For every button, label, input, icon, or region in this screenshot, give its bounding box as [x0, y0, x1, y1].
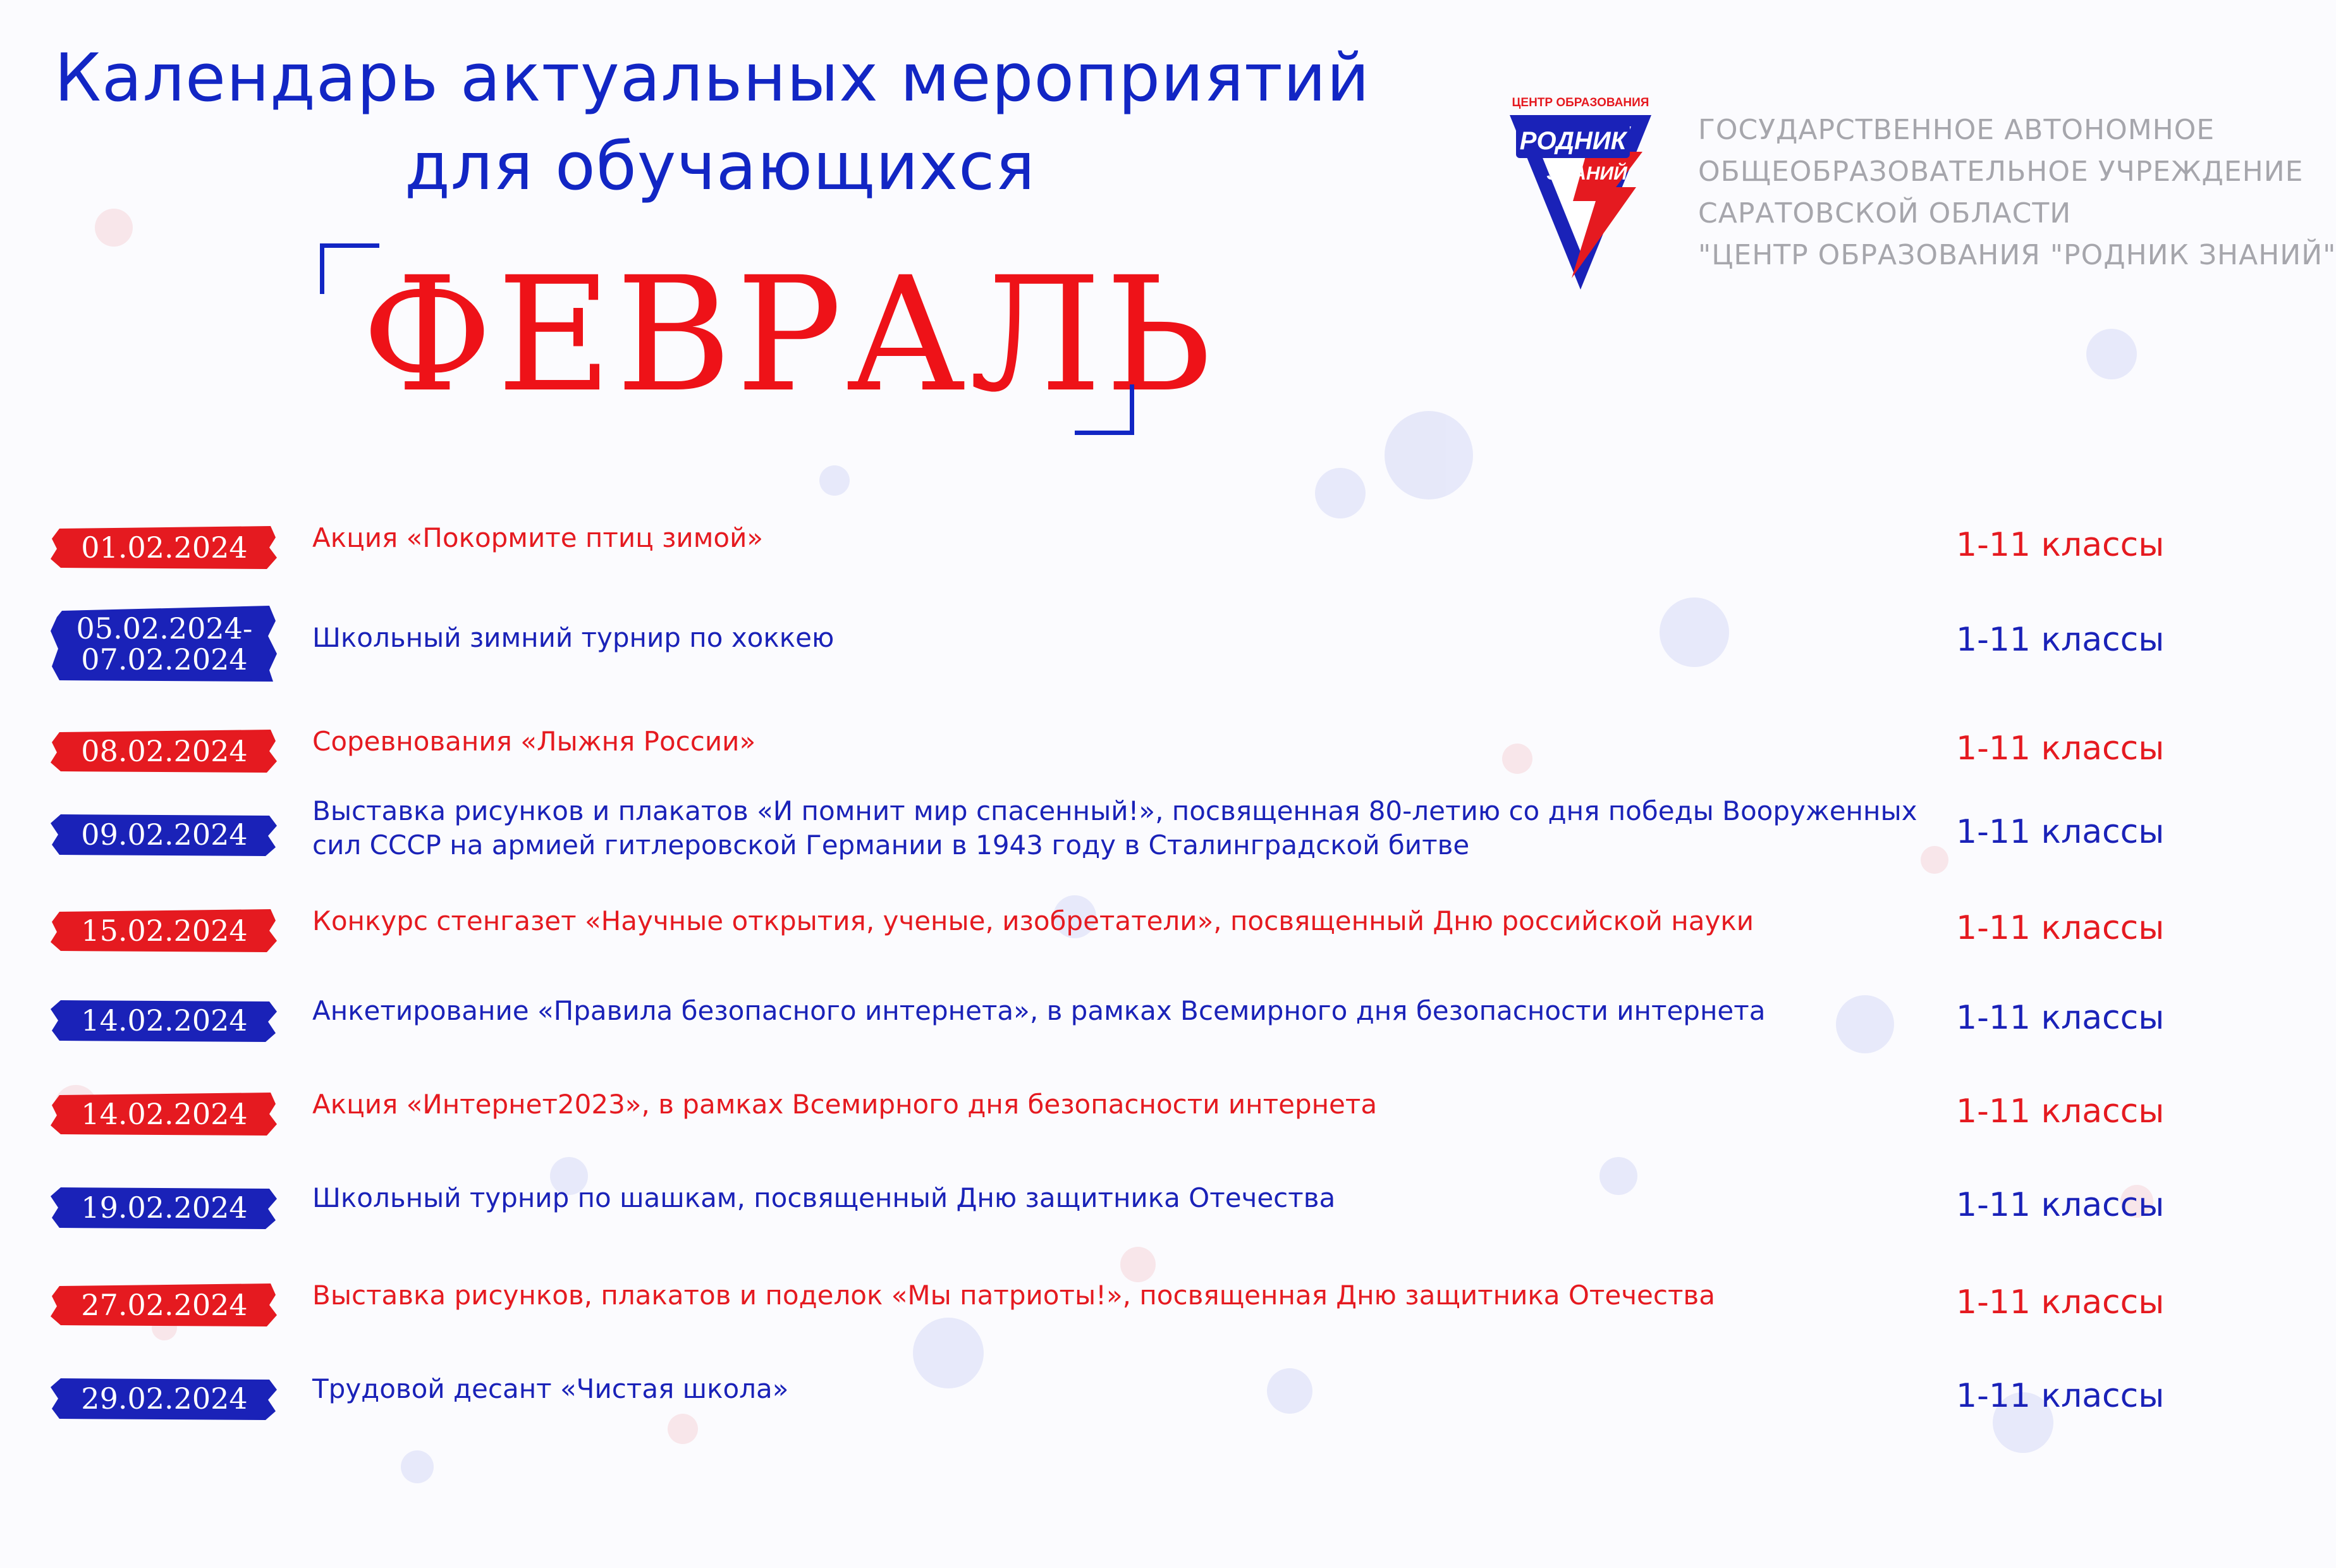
event-grades: 1-11 классы	[1956, 730, 2165, 768]
event-date: 01.02.2024	[81, 530, 248, 565]
page-title-line-1: Календарь актуальных мероприятий	[54, 39, 1370, 116]
event-date: 08.02.2024	[81, 733, 248, 768]
date-badge	[51, 727, 278, 775]
event-date: 14.02.2024	[81, 1003, 248, 1038]
page-title-line-2: для обучающихся	[405, 128, 1036, 205]
event-grades: 1-11 классы	[1956, 621, 2165, 659]
organization-line-4: "ЦЕНТР ОБРАЗОВАНИЯ "РОДНИК ЗНАНИЙ"	[1698, 239, 2336, 271]
date-badge	[51, 1090, 278, 1138]
event-title: Анкетирование «Правила безопасного интернета», в рамках Всемирного дня безопасности интернета	[312, 995, 1766, 1026]
event-date: 27.02.2024	[81, 1287, 248, 1322]
event-title: Школьный турнир по шашкам, посвященный Дню защитника Отечества	[312, 1182, 1336, 1213]
date-badge	[51, 1184, 278, 1232]
event-date: 14.02.2024	[81, 1096, 248, 1131]
organization-line-1: ГОСУДАРСТВЕННОЕ АВТОНОМНОЕ	[1698, 114, 2215, 146]
event-grades: 1-11 классы	[1956, 526, 2165, 564]
event-date: 19.02.2024	[81, 1190, 248, 1225]
event-date: 09.02.2024	[81, 817, 248, 852]
event-title: Трудовой десант «Чистая школа»	[312, 1373, 789, 1404]
date-badge	[51, 604, 278, 684]
event-grades: 1-11 классы	[1956, 1093, 2165, 1130]
event-title: Соревнования «Лыжня России»	[312, 726, 756, 757]
logo-top-text: ЦЕНТР ОБРАЗОВАНИЯ	[1512, 96, 1649, 109]
event-title: Акция «Покормите птиц зимой»	[312, 522, 764, 553]
event-date: 29.02.2024	[81, 1381, 248, 1416]
event-grades: 1-11 классы	[1956, 909, 2165, 947]
decorative-corner-bracket-bottom-right	[1075, 384, 1134, 435]
event-grades: 1-11 классы	[1956, 1186, 2165, 1224]
event-title: Выставка рисунков, плакатов и поделок «Мы патриоты!», посвященная Дню защитника Отечества	[312, 1280, 1715, 1311]
date-badge	[51, 1281, 278, 1329]
event-grades: 1-11 классы	[1956, 1283, 2165, 1321]
event-title: Акция «Интернет2023», в рамках Всемирного дня безопасности интернета	[312, 1089, 1378, 1120]
event-title: Конкурс стенгазет «Научные открытия, ученые, изобретатели», посвященный Дню российской науки	[312, 905, 1754, 936]
date-badge	[51, 811, 278, 859]
date-badge	[51, 524, 278, 572]
event-title: Выставка рисунков и плакатов «И помнит мир спасенный!», посвященная 80-летию со дня победы Вооруженных сил СССР на армией гитлеровской Германии в 1943 году в Сталинградской битве	[312, 795, 1917, 861]
date-badge	[51, 907, 278, 955]
organization-line-2: ОБЩЕОБРАЗОВАТЕЛЬНОЕ УЧРЕЖДЕНИЕ	[1698, 156, 2304, 188]
month-title: ФЕВРАЛЬ	[362, 243, 1216, 427]
event-grades: 1-11 классы	[1956, 999, 2165, 1037]
rodnik-znaniy-logo	[1492, 94, 1669, 296]
event-date: 05.02.2024- 07.02.2024	[76, 611, 253, 677]
event-grades: 1-11 классы	[1956, 813, 2165, 851]
date-badge	[51, 996, 278, 1044]
event-title: Школьный зимний турнир по хоккею	[312, 622, 835, 653]
date-badge	[51, 1375, 278, 1423]
logo-word-1: РОДНИК	[1519, 127, 1627, 155]
logo-word-2: ЗНАНИЙ	[1546, 163, 1627, 184]
event-date: 15.02.2024	[81, 913, 248, 948]
organization-line-3: САРАТОВСКОЙ ОБЛАСТИ	[1698, 197, 2072, 230]
event-grades: 1-11 классы	[1956, 1377, 2165, 1415]
